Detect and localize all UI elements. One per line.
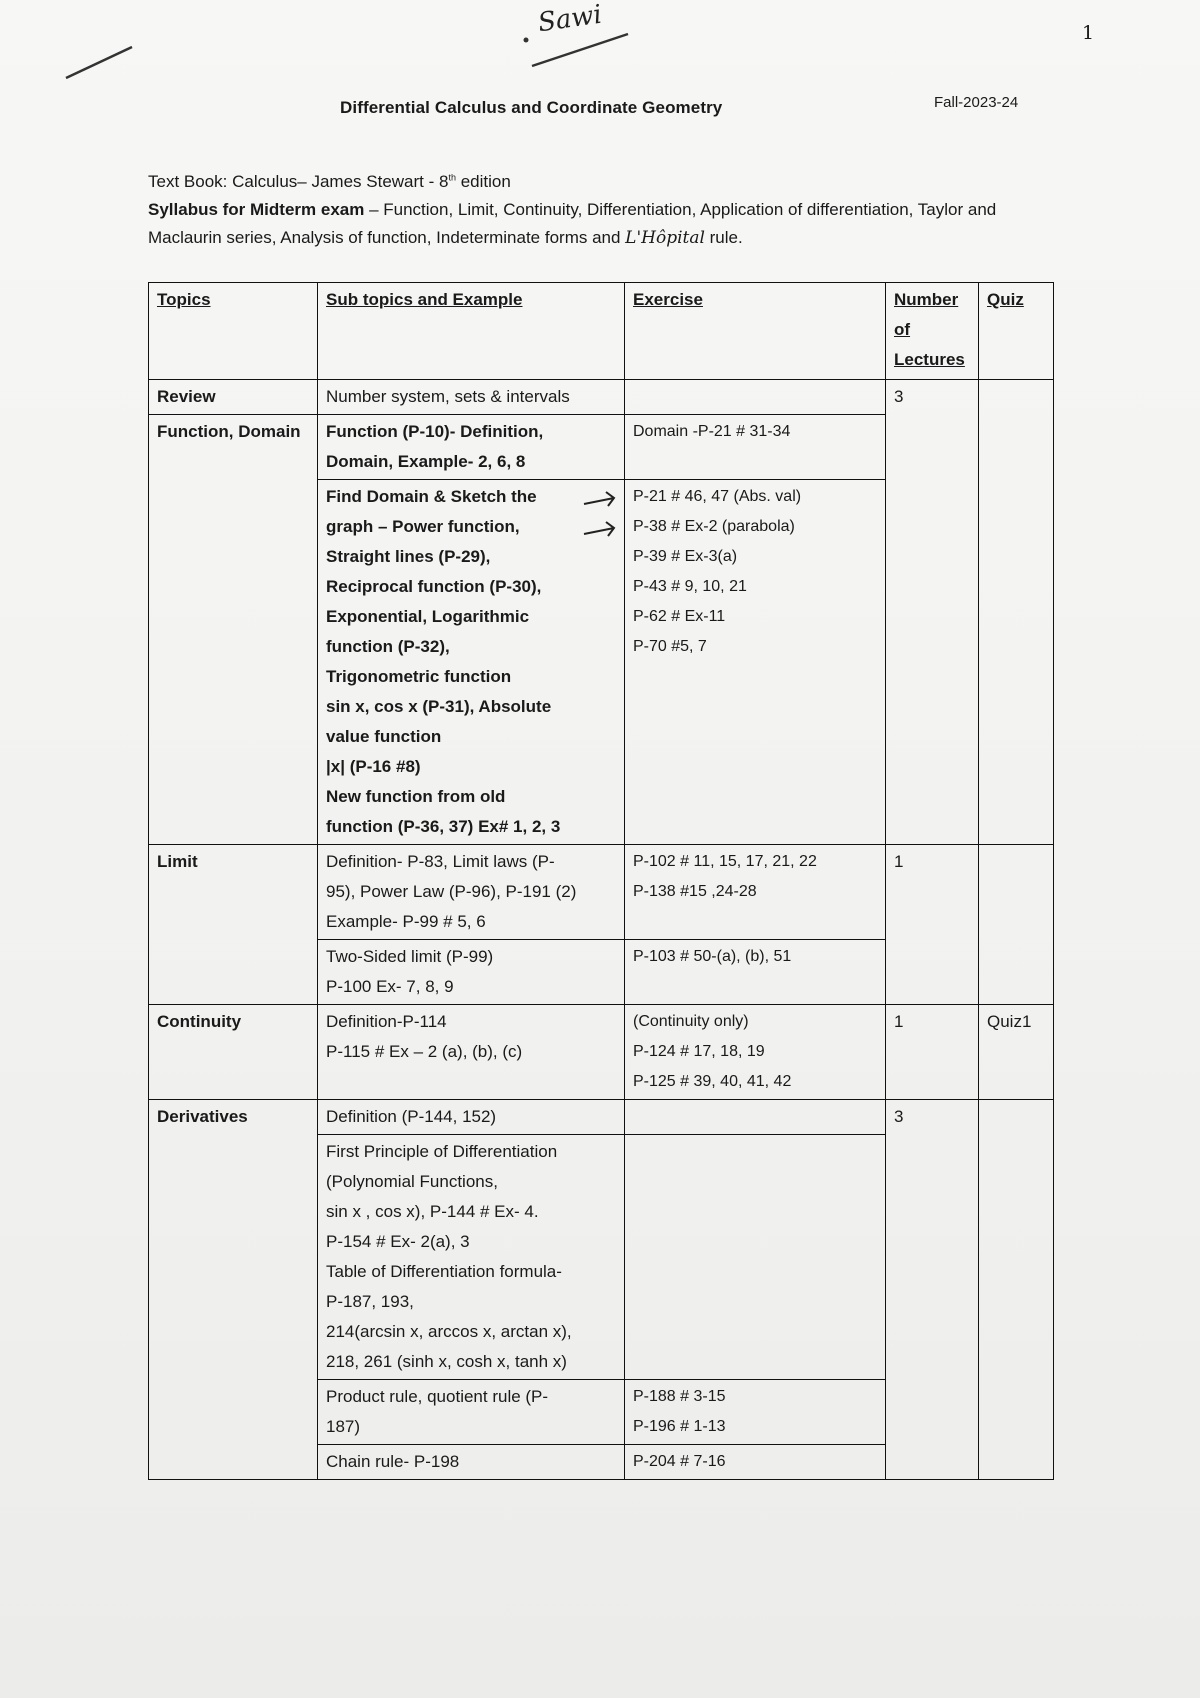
course-title: Differential Calculus and Coordinate Geometry [340, 98, 723, 117]
subtopic-derivatives-1: Definition (P-144, 152) [318, 1100, 625, 1135]
subtopic-limit-1: Definition- P-83, Limit laws (P- 95), Power Law (P-96), P-191 (2) Example- P-99 # 5, 6 [318, 845, 625, 940]
textbook-line [148, 172, 511, 192]
topic-continuity: Continuity [149, 1005, 318, 1100]
header-exercise: Exercise [625, 283, 886, 380]
header-quiz: Quiz [979, 283, 1054, 380]
topic-function: Function, Domain [149, 415, 318, 845]
exercise-derivatives-1 [625, 1100, 886, 1135]
arrow-icon [584, 522, 614, 536]
subtopic-continuity: Definition-P-114 P-115 # Ex – 2 (a), (b), (c) [318, 1005, 625, 1100]
pen-stroke-left [66, 47, 132, 78]
exercise-review [625, 380, 886, 415]
exercise-function-1: Domain -P-21 # 31-34 [625, 415, 886, 480]
subtopic-review: Number system, sets & intervals [318, 380, 625, 415]
exercise-function-2: P-21 # 46, 47 (Abs. val) P-38 # Ex-2 (parabola) P-39 # Ex-3(a) P-43 # 9, 10, 21 P-62 # Ex-11 P-70 #5, 7 [625, 480, 886, 845]
arrow-icon [584, 492, 614, 506]
table-header-row [149, 283, 1054, 380]
pen-stroke-underline [532, 34, 628, 66]
exercise-limit-1: P-102 # 11, 15, 17, 21, 22 P-138 #15 ,24-28 [625, 845, 886, 940]
textbook-end: edition [460, 172, 511, 191]
lectures-derivatives: 3 [886, 1100, 979, 1480]
header-subtopics: Sub topics and Example [318, 283, 625, 380]
textbook-sup: th [448, 172, 456, 183]
exercise-derivatives-3: P-188 # 3-15 P-196 # 1-13 [625, 1380, 886, 1445]
syllabus-table [148, 282, 1054, 1480]
rule-name: L'Hôpital [625, 228, 705, 248]
table-row [149, 1005, 1054, 1100]
exercise-continuity: (Continuity only) P-124 # 17, 18, 19 P-125 # 39, 40, 41, 42 [625, 1005, 886, 1100]
lectures-continuity: 1 [886, 1005, 979, 1100]
header-topics: Topics [149, 283, 318, 380]
subtopic-function-1: Function (P-10)- Definition, Domain, Example- 2, 6, 8 [318, 415, 625, 480]
quiz-function [979, 380, 1054, 845]
lectures-function: 3 [886, 380, 979, 845]
table-row [149, 380, 1054, 415]
table-row [149, 1100, 1054, 1135]
topic-limit: Limit [149, 845, 318, 1005]
syllabus-paragraph [148, 196, 1048, 252]
table-row [149, 845, 1054, 940]
signature: Sawi [536, 0, 604, 39]
subtopic-limit-2: Two-Sided limit (P-99) P-100 Ex- 7, 8, 9 [318, 940, 625, 1005]
hand-arrows [580, 490, 640, 560]
textbook-text: Text Book: Calculus– James Stewart - 8 [148, 172, 449, 191]
subtopic-derivatives-3: Product rule, quotient rule (P- 187) [318, 1380, 625, 1445]
syllabus-text: – Function, Limit, Continuity, Differentiation, Application of differentiation, Taylor and Maclaurin series, Analysis of function, Indeterminate forms and [148, 200, 997, 247]
pen-dot [524, 38, 529, 43]
subtopic-derivatives-4: Chain rule- P-198 [318, 1445, 625, 1480]
subtopic-function-2: Find Domain & Sketch the graph – Power function, Straight lines (P-29), Reciprocal function (P-30), Exponential, Logarithmic function (P-32), Trigonometric function sin x, cos x (P-31), Absolute value function |x| (P-16 #8) New function from old function (P-36, 37) Ex# 1, 2, 3 [318, 480, 625, 845]
exercise-limit-2: P-103 # 50-(a), (b), 51 [625, 940, 886, 1005]
subtopic-derivatives-2: First Principle of Differentiation (Polynomial Functions, sin x , cos x), P-144 # Ex- 4. P-154 # Ex- 2(a), 3 Table of Differentiation formula- P-187, 193, 214(arcsin x, arccos x, arctan x), 218, 261 (sinh x, cosh x, tanh x) [318, 1135, 625, 1380]
syllabus-lead: Syllabus for Midterm exam [148, 200, 365, 219]
lectures-limit: 1 [886, 845, 979, 1005]
exercise-derivatives-4: P-204 # 7-16 [625, 1445, 886, 1480]
semester: Fall-2023-24 [934, 94, 1019, 111]
page-number: 1 [1082, 22, 1095, 44]
quiz-continuity: Quiz1 [979, 1005, 1054, 1100]
quiz-derivatives [979, 1100, 1054, 1480]
topic-derivatives: Derivatives [149, 1100, 318, 1480]
syllabus-end: rule. [704, 228, 743, 247]
topic-review: Review [149, 380, 318, 415]
header-lectures: Number of Lectures [886, 283, 979, 380]
quiz-limit [979, 845, 1054, 1005]
exercise-derivatives-2 [625, 1135, 886, 1380]
